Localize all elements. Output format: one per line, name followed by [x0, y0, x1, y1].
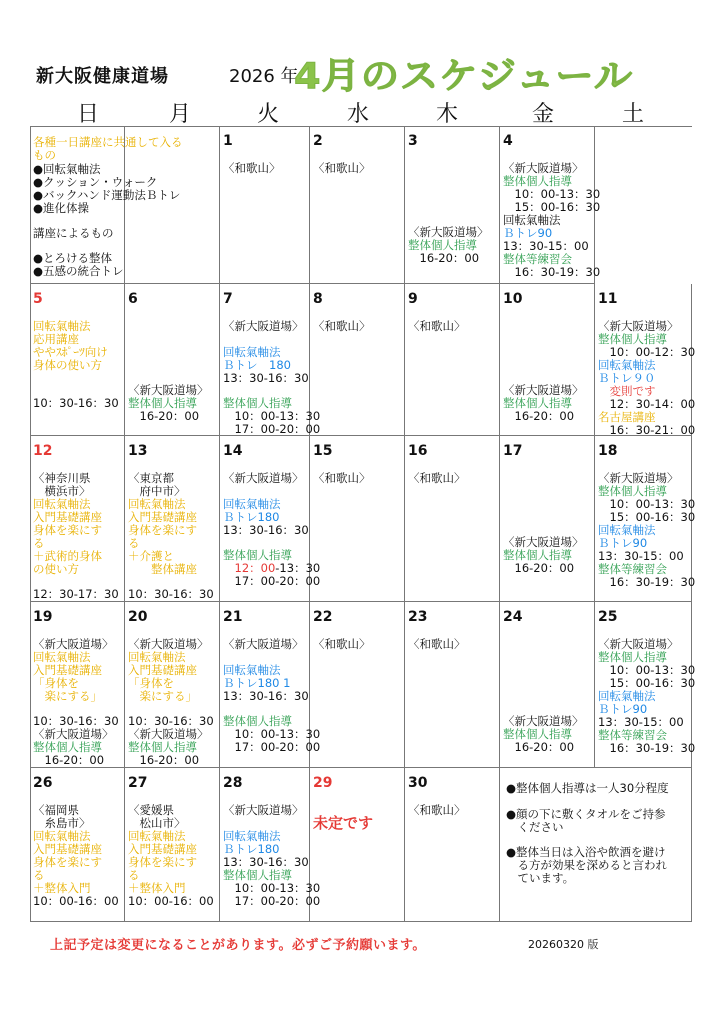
- day-number: 15: [313, 443, 333, 459]
- schedule-text: 〈愛媛県: [128, 803, 174, 817]
- schedule-text: 17：00-20：00: [223, 422, 321, 436]
- day-cell: [405, 436, 500, 602]
- schedule-line: [128, 410, 199, 424]
- schedule-line: [313, 814, 374, 832]
- schedule-text: 16：30-19：30: [503, 265, 601, 279]
- schedule-text: 〈新大阪道場〉: [128, 637, 209, 651]
- schedule-text: 10：00-13：30: [503, 187, 601, 201]
- notes-cell: [500, 768, 692, 922]
- schedule-text: 未定です: [313, 814, 374, 832]
- schedule-text: 入門基礎講座: [128, 663, 197, 677]
- schedule-text: Ｂトレ180: [223, 510, 280, 524]
- schedule-text: 16-20：00: [503, 561, 575, 575]
- schedule-text: 13：30-16：30: [223, 523, 309, 537]
- schedule-line: [223, 895, 320, 909]
- schedule-text: 整体等練習会: [598, 728, 667, 742]
- schedule-text: 整体個人指導: [223, 396, 292, 410]
- weekday-4: 木: [435, 102, 458, 127]
- day-cell: [220, 768, 321, 922]
- day-number: 12: [33, 443, 53, 459]
- schedule-text: 整体個人指導: [503, 396, 572, 410]
- day-cell: [30, 126, 183, 284]
- day-number: 25: [598, 609, 618, 625]
- schedule-text: Ｂトレ90: [598, 702, 648, 716]
- schedule-text: 〈新大阪道場〉: [408, 225, 489, 239]
- schedule-text: 〈新大阪道場〉: [598, 471, 679, 485]
- schedule-text: 13：30-16：30: [223, 855, 309, 869]
- schedule-text: 10：30-16：30: [128, 587, 214, 601]
- schedule-text: 〈東京都: [128, 471, 174, 485]
- day-cell: [595, 436, 696, 602]
- schedule-text: 身体を楽にす: [33, 523, 102, 537]
- schedule-text: Ｂトレ180 1: [223, 676, 291, 690]
- day-number: 27: [128, 775, 148, 791]
- weekday-3: 水: [346, 102, 369, 127]
- schedule-text: 名古屋講座: [598, 410, 656, 424]
- schedule-text: 〈和歌山〉: [313, 471, 371, 485]
- schedule-text: 〈新大阪道場〉: [33, 727, 114, 741]
- day-cell: [125, 284, 220, 436]
- schedule-text: 入門基礎講座: [33, 510, 102, 524]
- schedule-text: ●バックハンド運動法Ｂトレ: [33, 188, 181, 202]
- schedule-line: [408, 472, 466, 486]
- schedule-text: 糸島市〉: [33, 816, 91, 830]
- schedule-text: 回転氣軸法: [128, 829, 186, 843]
- day-number: 8: [313, 291, 323, 307]
- schedule-text: 16-20：00: [503, 409, 575, 423]
- schedule-text: 整体個人指導: [408, 238, 477, 252]
- day-cell: [405, 768, 500, 922]
- schedule-text: 15：00-16：30: [598, 676, 696, 690]
- schedule-line: [223, 690, 309, 704]
- weekday-5: 金: [531, 102, 554, 127]
- schedule-text-tail: -13：30: [275, 561, 321, 575]
- schedule-text: 16：30-19：30: [598, 741, 696, 755]
- schedule-text: 〈新大阪道場〉: [503, 714, 584, 728]
- day-cell: [220, 602, 321, 768]
- schedule-text: 16：30-19：30: [598, 575, 696, 589]
- note-line: ●整体当日は入浴や飲酒を避け: [506, 845, 666, 859]
- schedule-text: 横浜市〉: [33, 484, 91, 498]
- schedule-line: [223, 575, 320, 589]
- day-number: 21: [223, 609, 243, 625]
- note-line: ください: [506, 820, 564, 834]
- schedule-text: ＋武術的身体: [33, 549, 102, 563]
- schedule-text: 「身体を: [33, 676, 79, 690]
- schedule-line: [313, 162, 371, 176]
- schedule-text: ●進化体操: [33, 201, 90, 215]
- schedule-text: 各種一日講座に共通して入る: [33, 135, 183, 149]
- schedule-text: 〈和歌山〉: [223, 161, 281, 175]
- schedule-text: 〈新大阪道場〉: [503, 535, 584, 549]
- day-number: 3: [408, 133, 418, 149]
- schedule-text: 整体個人指導: [598, 484, 667, 498]
- day-cell: [310, 436, 405, 602]
- schedule-text: 15：00-16：30: [598, 510, 696, 524]
- schedule-line: [128, 754, 199, 768]
- day-cell: [405, 284, 500, 436]
- schedule-text: 回転氣軸法: [223, 497, 281, 511]
- schedule-text: 16-20：00: [128, 753, 200, 767]
- schedule-text: 12：30-17：30: [33, 587, 119, 601]
- schedule-line: [33, 563, 79, 577]
- schedule-text: 10：00-12：30: [598, 345, 696, 359]
- day-cell: [30, 602, 125, 768]
- schedule-text: 整体個人指導: [223, 714, 292, 728]
- schedule-text: 〈和歌山〉: [313, 637, 371, 651]
- schedule-text: 10：00-16：00: [128, 894, 214, 908]
- schedule-text: 〈新大阪道場〉: [223, 637, 304, 651]
- day-number: 10: [503, 291, 523, 307]
- schedule-text: 整体個人指導: [503, 548, 572, 562]
- schedule-text: 整体個人指導: [223, 548, 292, 562]
- weekday-0: 日: [76, 102, 99, 127]
- schedule-text: 整体講座: [128, 562, 197, 576]
- note-line: る方が効果を深めると言われ: [506, 858, 667, 872]
- schedule-line: [128, 563, 197, 577]
- schedule-text: 10：30-16：30: [33, 714, 119, 728]
- day-number: 5: [33, 291, 43, 307]
- day-cell: [500, 284, 595, 436]
- schedule-text: 回転氣軸法: [223, 829, 281, 843]
- schedule-text: 身体の使い方: [33, 358, 102, 372]
- schedule-line: [503, 266, 600, 280]
- schedule-text: 17：00-20：00: [223, 894, 321, 908]
- schedule-text: 身体を楽にす: [33, 855, 102, 869]
- schedule-text: 〈和歌山〉: [408, 319, 466, 333]
- schedule-text: の使い方: [33, 562, 79, 576]
- schedule-line: [313, 638, 371, 652]
- weekday-2: 火: [256, 102, 279, 127]
- weekday-1: 月: [168, 102, 191, 127]
- schedule-line: [313, 472, 371, 486]
- schedule-text: 回転氣軸法: [598, 523, 656, 537]
- schedule-line: [598, 742, 695, 756]
- schedule-line: [223, 423, 320, 437]
- schedule-line: [128, 588, 214, 602]
- schedule-text: 13：30-16：30: [223, 689, 309, 703]
- schedule-text: 整体個人指導: [503, 174, 572, 188]
- footer-notice: 上記予定は変更になることがあります。必ずご予約願います。: [50, 938, 426, 953]
- day-number: 2: [313, 133, 323, 149]
- schedule-text: 入門基礎講座: [33, 842, 102, 856]
- schedule-line: [33, 202, 89, 216]
- schedule-text: 〈新大阪道場〉: [598, 637, 679, 651]
- day-cell: [220, 284, 321, 436]
- schedule-text: 入門基礎講座: [33, 663, 102, 677]
- schedule-text: Ｂトレ90: [503, 226, 553, 240]
- schedule-text: 〈和歌山〉: [408, 471, 466, 485]
- calendar-grid: [30, 126, 696, 922]
- schedule-text: 整体個人指導: [598, 650, 667, 664]
- day-number: 9: [408, 291, 418, 307]
- schedule-text: Ｂトレ180: [223, 842, 280, 856]
- schedule-text: 回転氣軸法: [503, 213, 561, 227]
- schedule-text: 回転氣軸法: [33, 319, 91, 333]
- schedule-text: 入門基礎講座: [128, 510, 197, 524]
- day-cell: [500, 436, 595, 602]
- schedule-text: 整体個人指導: [33, 740, 102, 754]
- schedule-text: 〈和歌山〉: [408, 637, 466, 651]
- schedule-line: [33, 227, 114, 241]
- schedule-text: 整体個人指導: [128, 396, 197, 410]
- schedule-line: [128, 690, 197, 704]
- day-number: 1: [223, 133, 233, 149]
- schedule-text: 10：30-16：30: [33, 396, 119, 410]
- schedule-line: [33, 690, 102, 704]
- schedule-line: [223, 524, 309, 538]
- day-number: 23: [408, 609, 428, 625]
- day-cell: [405, 602, 500, 768]
- day-cell: [220, 126, 310, 284]
- schedule-text: 整体個人指導: [598, 332, 667, 346]
- day-number: 13: [128, 443, 148, 459]
- day-cell: [310, 284, 405, 436]
- day-number: 29: [313, 775, 333, 791]
- schedule-line: [33, 265, 124, 279]
- schedule-text: 13：30-15：00: [598, 715, 684, 729]
- day-number: 14: [223, 443, 243, 459]
- schedule-text: 13：30-15：00: [503, 239, 589, 253]
- day-number: 26: [33, 775, 53, 791]
- day-number: 16: [408, 443, 428, 459]
- schedule-line: [408, 638, 466, 652]
- day-cell: [500, 126, 601, 284]
- schedule-text: 松山市〉: [128, 816, 186, 830]
- day-cell: [125, 436, 220, 602]
- schedule-text: 身体を楽にす: [128, 523, 197, 537]
- day-cell: [220, 436, 321, 602]
- schedule-line: [408, 320, 466, 334]
- schedule-text: 〈新大阪道場〉: [128, 383, 209, 397]
- day-number: 18: [598, 443, 618, 459]
- schedule-line: [408, 804, 466, 818]
- schedule-text: 「身体を: [128, 676, 174, 690]
- schedule-text: 整体個人指導: [503, 727, 572, 741]
- schedule-text: 入門基礎講座: [128, 842, 197, 856]
- day-number: 30: [408, 775, 428, 791]
- schedule-text: 16-20：00: [408, 251, 480, 265]
- schedule-line: [223, 804, 304, 818]
- day-number: 17: [503, 443, 523, 459]
- day-cell: [500, 602, 595, 768]
- schedule-text: 12：00: [223, 561, 276, 575]
- schedule-text: 16-20：00: [33, 753, 105, 767]
- day-cell: [310, 126, 405, 284]
- schedule-text: 〈新大阪道場〉: [128, 727, 209, 741]
- schedule-text: 整体等練習会: [598, 562, 667, 576]
- schedule-text: 〈神奈川県: [33, 471, 91, 485]
- day-cell: [595, 284, 696, 437]
- note-line: ています。: [506, 871, 575, 885]
- day-cell: [310, 768, 405, 922]
- schedule-text: 府中市〉: [128, 484, 186, 498]
- schedule-text: 楽にする」: [33, 689, 102, 703]
- schedule-text: 〈新大阪道場〉: [503, 383, 584, 397]
- schedule-text: 〈新大阪道場〉: [33, 637, 114, 651]
- schedule-text: る: [33, 536, 45, 550]
- schedule-line: [503, 741, 574, 755]
- page-title: 4月のスケジュール: [294, 56, 634, 97]
- day-cell: [595, 602, 696, 768]
- schedule-line: [503, 410, 574, 424]
- schedule-line: [223, 162, 281, 176]
- day-cell: [405, 126, 500, 284]
- day-cell: [125, 768, 220, 922]
- schedule-text: Ｂトレ90: [598, 536, 648, 550]
- schedule-text: 楽にする」: [128, 689, 197, 703]
- schedule-text: 10：00-13：30: [223, 881, 321, 895]
- schedule-text: Ｂトレ 180: [223, 358, 291, 372]
- schedule-text: ●クッション・ウォーク: [33, 175, 158, 189]
- org-name: 新大阪健康道場: [36, 66, 169, 87]
- weekday-6: 土: [621, 102, 644, 127]
- schedule-text: 13：30-15：00: [598, 549, 684, 563]
- schedule-line: [223, 741, 320, 755]
- schedule-text: 整体等練習会: [503, 252, 572, 266]
- schedule-text: 〈新大阪道場〉: [223, 471, 304, 485]
- schedule-line: [598, 576, 695, 590]
- day-number: 19: [33, 609, 53, 625]
- schedule-text: ●とろける整体: [33, 251, 113, 265]
- version-label: 20260320 版: [528, 938, 599, 951]
- day-cell: [310, 602, 405, 768]
- schedule-text: 整体個人指導: [223, 868, 292, 882]
- schedule-text: 身体を楽にす: [128, 855, 197, 869]
- schedule-line: [33, 588, 119, 602]
- schedule-text: 〈新大阪道場〉: [598, 319, 679, 333]
- day-cell: [30, 284, 125, 436]
- day-number: 11: [598, 291, 618, 307]
- schedule-line: [503, 562, 574, 576]
- schedule-text: 〈和歌山〉: [313, 319, 371, 333]
- schedule-line: [223, 472, 304, 486]
- schedule-line: [313, 320, 371, 334]
- schedule-text: Ｂトレ９０: [598, 371, 656, 385]
- schedule-text: ややｽﾎﾟｰﾂ向け: [33, 345, 108, 359]
- schedule-line: [128, 895, 214, 909]
- day-cell: [125, 126, 220, 284]
- schedule-line: [33, 754, 104, 768]
- schedule-text: 整体個人指導: [128, 740, 197, 754]
- schedule-line: [408, 252, 479, 266]
- day-number: 22: [313, 609, 333, 625]
- schedule-text: 回転氣軸法: [33, 497, 91, 511]
- schedule-text: ＋整体入門: [33, 881, 91, 895]
- schedule-text: もの: [33, 148, 56, 162]
- year-label: 2026 年: [229, 66, 299, 87]
- schedule-text: る: [128, 536, 140, 550]
- schedule-text: ●回転氣軸法: [33, 162, 101, 176]
- schedule-text: 〈福岡県: [33, 803, 79, 817]
- day-cell: [30, 768, 125, 922]
- note-line: ●顔の下に敷くタオルをご持参: [506, 807, 666, 821]
- schedule-text: 回転氣軸法: [598, 358, 656, 372]
- day-cell: [30, 436, 125, 602]
- schedule-text: ＋介護と: [128, 549, 174, 563]
- schedule-text: 回転氣軸法: [223, 663, 281, 677]
- schedule-text: 16：30-21：00: [598, 423, 696, 437]
- schedule-line: [223, 372, 309, 386]
- schedule-text: 回転氣軸法: [128, 497, 186, 511]
- day-number: 7: [223, 291, 233, 307]
- schedule-text: 16-20：00: [503, 740, 575, 754]
- schedule-text: 13：30-16：30: [223, 371, 309, 385]
- day-number: 24: [503, 609, 523, 625]
- schedule-text: 10：30-16：30: [128, 714, 214, 728]
- schedule-text: 10：00-13：30: [598, 497, 696, 511]
- note-line: ●整体個人指導は一人30分程度: [506, 781, 669, 795]
- schedule-text: 17：00-20：00: [223, 740, 321, 754]
- schedule-text: 10：00-16：00: [33, 894, 119, 908]
- schedule-text: 〈和歌山〉: [313, 161, 371, 175]
- schedule-text: 応用講座: [33, 332, 79, 346]
- schedule-text: 回転氣軸法: [33, 829, 91, 843]
- schedule-text: 変則です: [598, 384, 656, 398]
- schedule-text: 講座によるもの: [33, 226, 114, 240]
- schedule-text: 〈新大阪道場〉: [503, 161, 584, 175]
- schedule-text: ●五感の統合トレ: [33, 264, 124, 278]
- schedule-text: 回転氣軸法: [33, 650, 91, 664]
- schedule-line: [33, 895, 119, 909]
- schedule-text: 17：00-20：00: [223, 574, 321, 588]
- day-number: 20: [128, 609, 148, 625]
- schedule-text: 回転氣軸法: [128, 650, 186, 664]
- schedule-line: [33, 397, 119, 411]
- schedule-text: 10：00-13：30: [223, 409, 321, 423]
- schedule-line: [33, 149, 56, 163]
- schedule-text: 16-20：00: [128, 409, 200, 423]
- schedule-text: 〈新大阪道場〉: [223, 803, 304, 817]
- schedule-line: [223, 638, 304, 652]
- schedule-text: 〈和歌山〉: [408, 803, 466, 817]
- schedule-text: ＋整体入門: [128, 881, 186, 895]
- schedule-text: る: [33, 868, 45, 882]
- schedule-text: る: [128, 868, 140, 882]
- day-number: 4: [503, 133, 513, 149]
- schedule-text: 15：00-16：30: [503, 200, 601, 214]
- schedule-text: 10：00-13：30: [598, 663, 696, 677]
- schedule-line: [33, 359, 102, 373]
- day-number: 28: [223, 775, 243, 791]
- day-number: 6: [128, 291, 138, 307]
- schedule-text: 回転氣軸法: [223, 345, 281, 359]
- schedule-text: 10：00-13：30: [223, 727, 321, 741]
- schedule-text: 12：30-14：00: [598, 397, 696, 411]
- schedule-text: 回転氣軸法: [598, 689, 656, 703]
- schedule-text: 〈新大阪道場〉: [223, 319, 304, 333]
- day-cell: [125, 602, 220, 768]
- header: [36, 48, 696, 97]
- schedule-line: [223, 320, 304, 334]
